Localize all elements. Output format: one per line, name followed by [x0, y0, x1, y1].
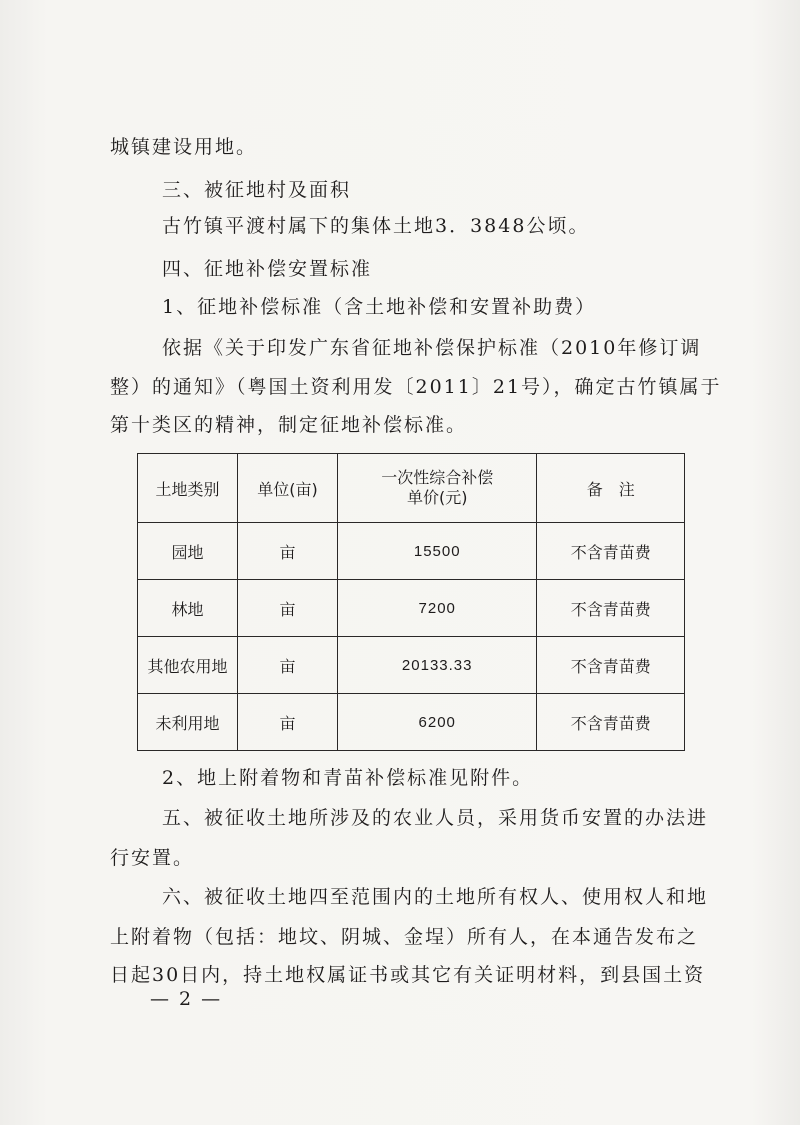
cell-land-type: 园地 [138, 523, 238, 580]
section-heading: 四、征地补偿安置标准 [162, 258, 373, 280]
compensation-table [137, 453, 685, 750]
cell-land-type: 未利用地 [138, 694, 238, 751]
header-price [338, 454, 537, 523]
paragraph-line: 行安置。 [110, 847, 195, 869]
cell-remarks: 不含青苗费 [537, 694, 685, 751]
cell-land-type: 林地 [138, 580, 238, 637]
paragraph-line: 上附着物（包括：地坟、阴城、金埕）所有人，在本通告发布之 [110, 926, 699, 948]
cell-land-type: 其他农用地 [138, 637, 238, 694]
paragraph-line: 日起30日内，持土地权属证书或其它有关证明材料，到县国土资 [110, 964, 706, 986]
paragraph-line: 2、地上附着物和青苗补偿标准见附件。 [162, 767, 534, 789]
section-heading: 六、被征收土地四至范围内的土地所有权人、使用权人和地 [162, 886, 709, 908]
header-remarks: 备 注 [537, 454, 685, 523]
cell-remarks: 不含青苗费 [537, 580, 685, 637]
cell-unit: 亩 [237, 523, 337, 580]
paragraph-line: 第十类区的精神，制定征地补偿标准。 [110, 414, 468, 436]
paragraph-line: 城镇建设用地。 [110, 136, 258, 158]
cell-remarks: 不含青苗费 [537, 637, 685, 694]
cell-price: 6200 [338, 694, 537, 751]
section-heading: 五、被征收土地所涉及的农业人员，采用货币安置的办法进 [162, 807, 709, 829]
cell-price: 7200 [338, 580, 537, 637]
table-row [138, 523, 685, 580]
page-number: — 2 — [150, 988, 223, 1010]
cell-price: 20133.33 [338, 637, 537, 694]
cell-price: 15500 [338, 523, 537, 580]
cell-remarks: 不含青苗费 [537, 523, 685, 580]
paragraph-line: 整）的通知》（粤国土资利用发〔2011〕21号），确定古竹镇属于 [110, 376, 722, 398]
header-price-text: 一次性综合补偿 单价(元) [381, 468, 494, 507]
table-header-row [138, 454, 685, 523]
header-land-type: 土地类别 [138, 454, 238, 523]
section-heading: 三、被征地村及面积 [162, 179, 352, 201]
cell-unit: 亩 [237, 637, 337, 694]
cell-unit: 亩 [237, 694, 337, 751]
header-unit: 单位(亩) [237, 454, 337, 523]
table-row [138, 694, 685, 751]
subsection-heading: 1、征地补偿标准（含土地补偿和安置补助费） [162, 296, 597, 318]
paragraph-line: 依据《关于印发广东省征地补偿保护标准（2010年修订调 [162, 337, 702, 359]
paragraph-line: 古竹镇平渡村属下的集体土地3．3848公顷。 [162, 215, 590, 237]
cell-unit: 亩 [237, 580, 337, 637]
table-row [138, 580, 685, 637]
table-row [138, 637, 685, 694]
